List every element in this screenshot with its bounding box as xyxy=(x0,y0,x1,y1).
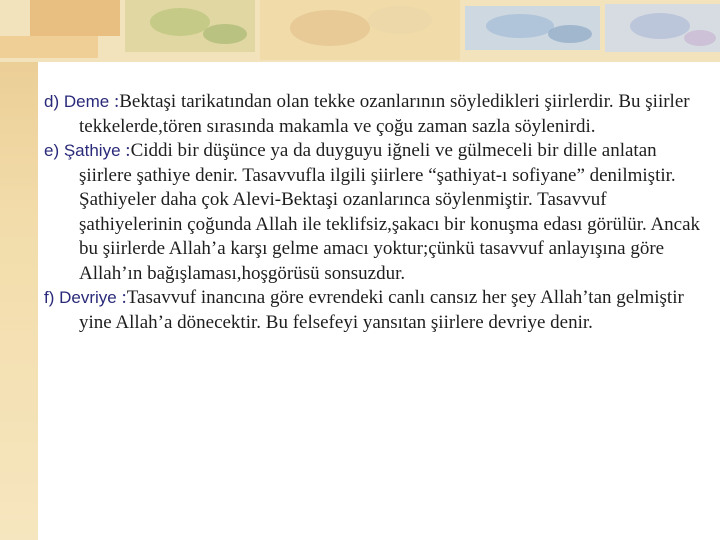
definition-text: Bektaşi tarikatından olan tekke ozanlarının söyledikleri şiirlerdir. Bu şiirler tekkelerde,tören sırasında makamla ve çoğu zaman sazla söylenirdi. xyxy=(79,91,690,137)
definition-sathiye xyxy=(44,139,714,286)
left-decorative-strip xyxy=(0,0,38,540)
definition-deme xyxy=(44,90,714,139)
definition-devriye xyxy=(44,286,714,335)
definition-text: Tasavvuf inancına göre evrendeki canlı cansız her şey Allah’tan gelmiştir yine Allah’a dönecektir. Bu felsefeyi yansıtan şiirlere devriye denir. xyxy=(79,287,684,333)
term-separator: : xyxy=(116,287,127,308)
banner-artwork xyxy=(0,0,720,62)
term-label: f) Devriye xyxy=(44,288,117,307)
definition-text: Ciddi bir düşünce ya da duyguyu iğneli ve gülmeceli bir dille anlatan şiirlere şathiye denir. Tasavvufla ilgili şiirlere “şathiyat-ı sofiyane” denilmiştir. Şathiyeler daha çok Alevi-Bektaşi ozanlarınca söylenmiştir. Tasavvuf şathiyelerinin çoğunda Allah ile teklifsiz,şakacı bir konuşma edası görülür. Ancak bu şiirlerde Allah’a karşı gelme amacı yoktur;çünkü tasavvuf anlayışına göre Allah’ın bağışlaması,hoşgörüsü sonsuzdur. xyxy=(79,140,701,284)
term-separator: : xyxy=(109,91,120,112)
term-label: d) Deme xyxy=(44,92,110,111)
definitions-text xyxy=(44,90,714,335)
term-label: e) Şathiye xyxy=(44,141,121,160)
term-separator: : xyxy=(120,140,131,161)
decorative-banner xyxy=(0,0,720,62)
